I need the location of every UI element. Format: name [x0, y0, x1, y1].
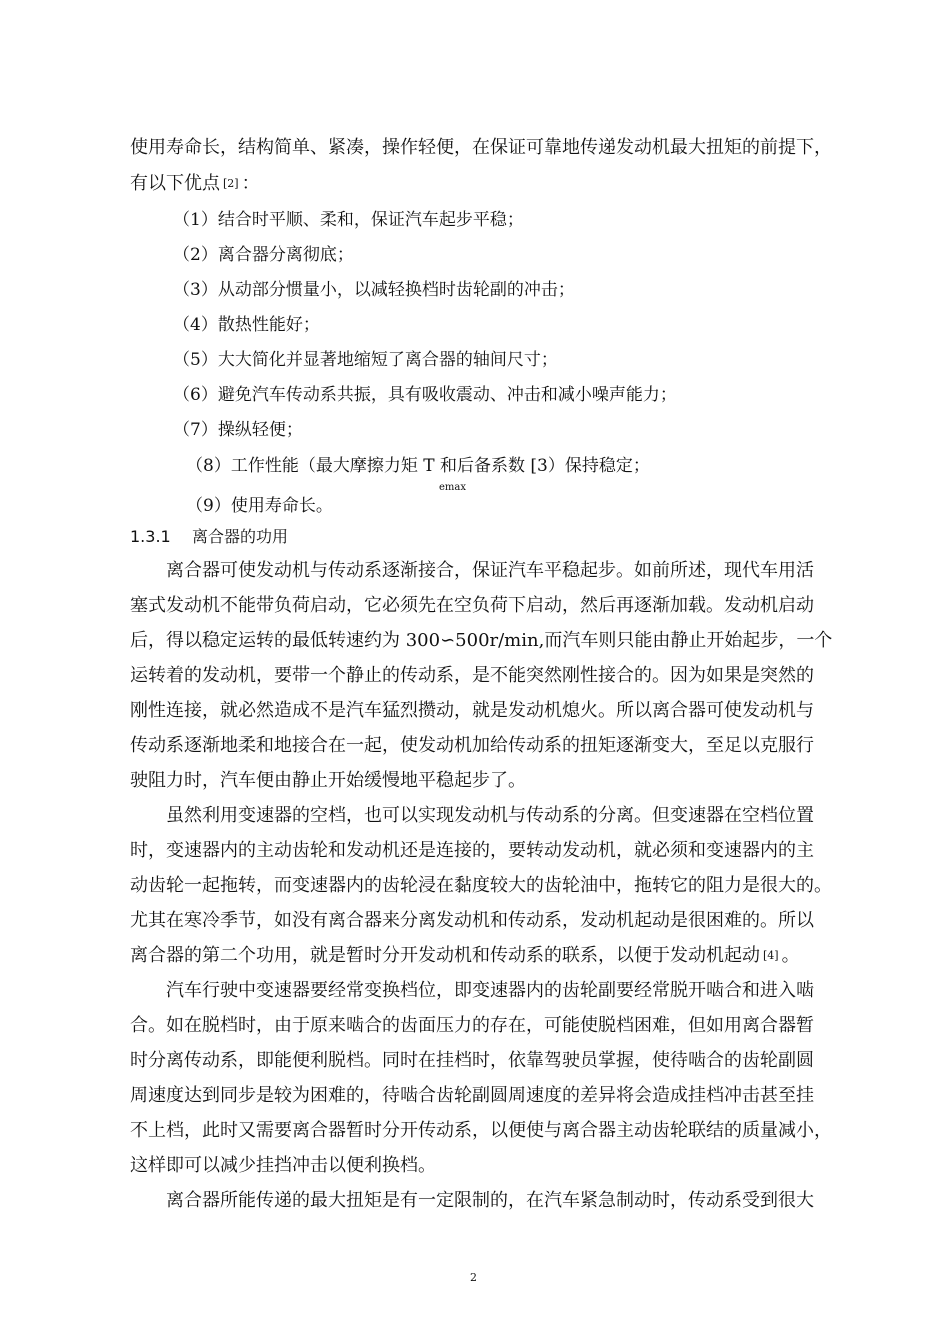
intro-line-1: 使用寿命长，结构简单、紧凑，操作轻便，在保证可靠地传递发动机最大扭矩的前提下， — [130, 137, 832, 158]
citation-4: [4] — [763, 949, 779, 962]
paragraph-2-last-text: 离合器的第二个功用，就是暂时分开发动机和传动系的联系，以便于发动机起动 — [130, 945, 760, 966]
advantage-item: （5）大大简化并显著地缩短了离合器的轴间尺寸； — [173, 350, 558, 370]
advantage-item: （6）避免汽车传动系共振，具有吸收震动、冲击和减小噪声能力； — [173, 385, 677, 405]
paragraph-2-line: 动齿轮一起拖转，而变速器内的齿轮浸在黏度较大的齿轮油中，拖转它的阻力是很大的。 — [130, 875, 832, 896]
section-number: 1.3.1 — [130, 527, 171, 546]
paragraph-2-line: 时，变速器内的主动齿轮和发动机还是连接的，要转动发动机，就必须和变速器内的主 — [130, 840, 814, 861]
paragraph-3-line: 汽车行驶中变速器要经常变换档位，即变速器内的齿轮副要经常脱开啮合和进入啮 — [130, 980, 814, 1001]
paragraph-1-line: 离合器可使发动机与传动系逐渐接合，保证汽车平稳起步。如前所述，现代车用活 — [130, 560, 814, 581]
advantage-item: （4）散热性能好； — [173, 315, 320, 335]
paragraph-1-line: 塞式发动机不能带负荷启动，它必须先在空负荷下启动，然后再逐渐加载。发动机启动 — [130, 595, 814, 616]
advantage-item: （3）从动部分惯量小，以减轻换档时齿轮副的冲击； — [173, 280, 575, 300]
intro-line-2 — [130, 172, 260, 196]
advantage-item: （1）结合时平顺、柔和，保证汽车起步平稳； — [173, 210, 524, 230]
paragraph-1-line: 刚性连接，就必然造成不是汽车猛烈攒动，就是发动机熄火。所以离合器可使发动机与 — [130, 700, 814, 721]
advantage-item: （8）工作性能（最大摩擦力矩 T 和后备系数 [3）保持稳定； — [186, 456, 650, 476]
paragraph-3-line: 不上档，此时又需要离合器暂时分开传动系，以便使与离合器主动齿轮联结的质量减小， — [130, 1120, 832, 1141]
paragraph-2-line: 虽然利用变速器的空档，也可以实现发动机与传动系的分离。但变速器在空档位置 — [130, 805, 814, 826]
paragraph-3-line: 周速度达到同步是较为困难的，待啮合齿轮副圆周速度的差异将会造成挂档冲击甚至挂 — [130, 1085, 814, 1106]
advantage-item: （7）操纵轻便； — [173, 420, 303, 440]
paragraph-3-line: 这样即可以减少挂挡冲击以便利换档。 — [130, 1155, 436, 1176]
paragraph-1-line: 传动系逐渐地柔和地接合在一起，使发动机加给传动系的扭矩逐渐变大，至足以克服行 — [130, 735, 814, 756]
paragraph-1-line: 运转着的发动机，要带一个静止的传动系，是不能突然刚性接合的。因为如果是突然的 — [130, 665, 814, 686]
paragraph-3-line: 时分离传动系，即能便利脱档。同时在挂档时，依靠驾驶员掌握，使待啮合的齿轮副圆 — [130, 1050, 814, 1071]
advantage-item: （9）使用寿命长。 — [186, 496, 333, 516]
advantage-item: （2）离合器分离彻底； — [173, 245, 354, 265]
intro-line-2-text: 有以下优点 — [130, 173, 220, 194]
torque-subscript: emax — [439, 482, 467, 493]
paragraph-3-line: 合。如在脱档时，由于原来啮合的齿面压力的存在，可能使脱档困难，但如用离合器暂 — [130, 1015, 814, 1036]
page-number: 2 — [470, 1271, 477, 1284]
citation-2: [2] — [223, 177, 239, 190]
paragraph-1-line: 后，得以稳定运转的最低转速约为 300∽500r/min,而汽车则只能由静止开始起步，一个 — [130, 630, 833, 651]
paragraph-1-line: 驶阻力时，汽车便由静止开始缓慢地平稳起步了。 — [130, 770, 526, 791]
paragraph-2-last-end: 。 — [781, 945, 800, 966]
intro-line-2-end: ： — [241, 173, 260, 194]
paragraph-2-line: 尤其在寒冷季节，如没有离合器来分离发动机和传动系，发动机起动是很困难的。所以 — [130, 910, 814, 931]
paragraph-2-line — [130, 944, 800, 968]
section-heading — [130, 526, 288, 548]
section-title: 离合器的功用 — [192, 527, 289, 546]
paragraph-4-line: 离合器所能传递的最大扭矩是有一定限制的，在汽车紧急制动时，传动系受到很大 — [130, 1190, 814, 1211]
